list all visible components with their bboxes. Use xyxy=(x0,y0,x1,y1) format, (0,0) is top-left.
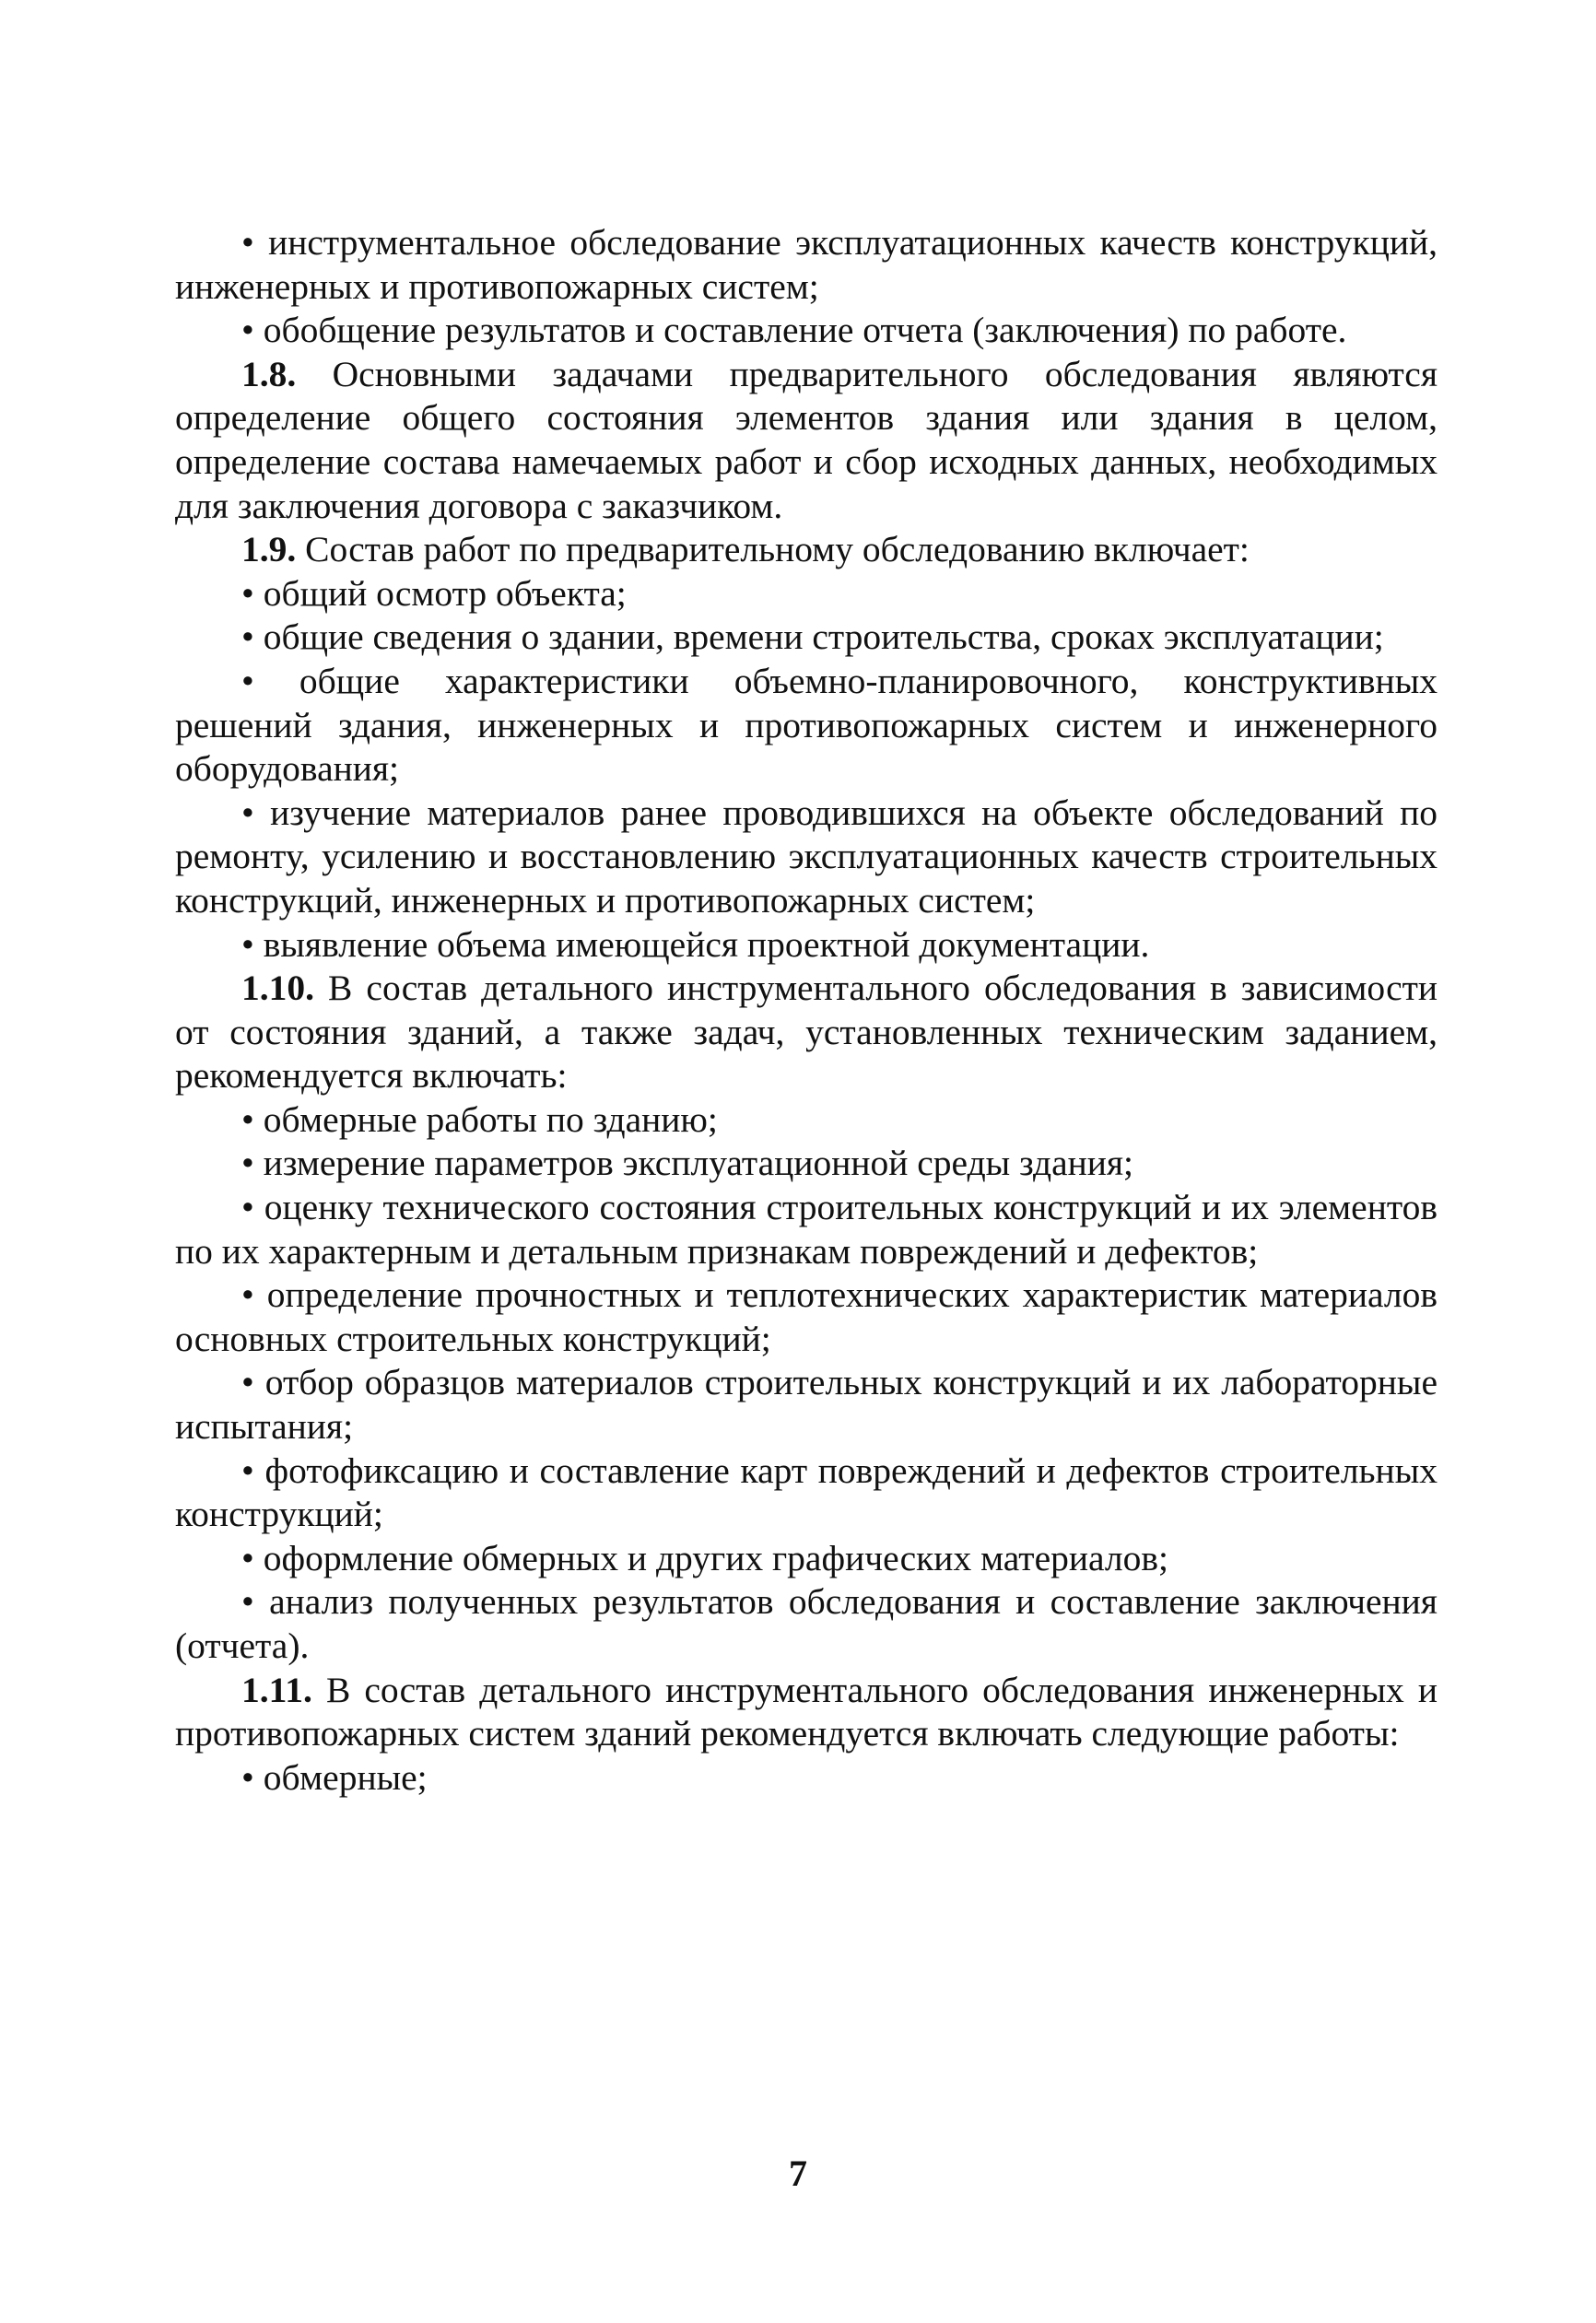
list-item xyxy=(175,923,1438,968)
section-number: 1.11. xyxy=(241,1669,312,1710)
list-item xyxy=(175,572,1438,616)
list-item-text: обмерные работы по зданию; xyxy=(263,1098,718,1140)
list-item xyxy=(175,1449,1438,1537)
list-item-text: обмерные; xyxy=(263,1756,428,1798)
list-item xyxy=(175,616,1438,660)
section-text: Основными задачами предварительного обследования являются определение общего состояния элементов здания или здания в целом, определение состава намечаемых работ и сбор исходных данных, необходимых для заключения договора с заказчиком. xyxy=(175,353,1438,526)
list-item-text: обобщение результатов и составление отчета (заключения) по работе. xyxy=(263,310,1347,351)
section-paragraph xyxy=(175,967,1438,1098)
list-item xyxy=(175,660,1438,792)
section-text: В состав детального инструментального обследования в зависимости от состояния зданий, а также задач, установленных техническим заданием, рекомендуется включать: xyxy=(175,968,1438,1097)
list-item-text: отбор образцов материалов строительных конструкций и их лабораторные испытания; xyxy=(175,1362,1438,1448)
list-item-text: выявление объема имеющейся проектной документации. xyxy=(263,923,1150,965)
list-item xyxy=(175,1537,1438,1581)
section-paragraph xyxy=(175,1669,1438,1756)
list-item xyxy=(175,1142,1438,1186)
list-item xyxy=(175,1756,1438,1801)
list-item-text: оформление обмерных и других графических материалов; xyxy=(263,1537,1168,1578)
section-paragraph xyxy=(175,353,1438,528)
list-item xyxy=(175,1098,1438,1143)
list-item-text: общий осмотр объекта; xyxy=(263,572,627,614)
body-text xyxy=(175,221,1438,1800)
list-item xyxy=(175,1273,1438,1361)
list-item-text: измерение параметров эксплуатационной среды здания; xyxy=(263,1143,1134,1184)
list-item xyxy=(175,1186,1438,1273)
list-item-text: оценку технического состояния строительных конструкций и их элементов по их характерным и детальным признакам повреждений и дефектов; xyxy=(175,1187,1438,1272)
list-item-text: общие характеристики объемно-планировочного, конструктивных решений здания, инженерных и противопожарных систем и инженерного оборудования; xyxy=(175,660,1438,790)
section-paragraph xyxy=(175,528,1438,572)
section-number: 1.8. xyxy=(241,353,297,394)
list-item xyxy=(175,1580,1438,1668)
section-text: В состав детального инструментального обследования инженерных и противопожарных систем зданий рекомендуется включать следующие работы: xyxy=(175,1669,1438,1754)
list-item-text: определение прочностных и теплотехнических характеристик материалов основных строительных конструкций; xyxy=(175,1274,1438,1359)
list-item xyxy=(175,792,1438,923)
list-item-text: фотофиксацию и составление карт повреждений и дефектов строительных конструкций; xyxy=(175,1449,1438,1535)
list-item-text: общие сведения о здании, времени строительства, сроках эксплуатации; xyxy=(263,616,1384,658)
section-number: 1.10. xyxy=(241,968,314,1009)
list-item-text: анализ полученных результатов обследования и составление заключения (отчета). xyxy=(175,1581,1438,1666)
list-item xyxy=(175,221,1438,309)
list-item xyxy=(175,1361,1438,1449)
section-number: 1.9. xyxy=(241,529,297,570)
page-number: 7 xyxy=(789,2153,807,2194)
section-text: Состав работ по предварительному обследованию включает: xyxy=(305,529,1250,570)
list-item-text: инструментальное обследование эксплуатационных качеств конструкций, инженерных и противопожарных систем; xyxy=(175,222,1438,307)
list-item-text: изучение материалов ранее проводившихся на объекте обследований по ремонту, усилению и восстановлению эксплуатационных качеств строительных конструкций, инженерных и противопожарных систем; xyxy=(175,792,1438,921)
list-item xyxy=(175,309,1438,353)
